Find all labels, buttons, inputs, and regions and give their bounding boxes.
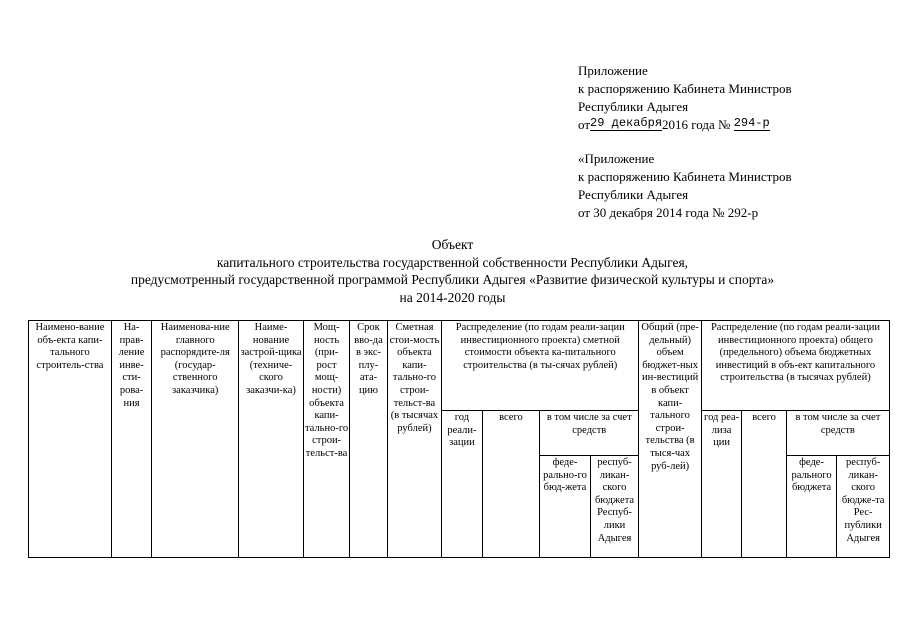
header-customer: Наиме-нование застрой-щика (техниче-ского заказчи-ка) bbox=[239, 321, 304, 558]
document-title bbox=[0, 236, 905, 306]
header-total-limit: Общий (пре-дельный) объем бюджет-ных ин-вестиций в объект капи-тального строи-тельства (в тыся-чах руб-лей) bbox=[639, 321, 702, 558]
approval-block-previous bbox=[578, 150, 792, 222]
header-name: Наимено-вание объ-екта капи-тального строитель-ства bbox=[29, 321, 112, 558]
previous-line-1: «Приложение bbox=[578, 151, 655, 166]
header-distribution-investment: Распределение (по годам реали-зации инвестиционного проекта) общего (предельного) объема бюджетных инвестиций в объ-ект капитального строительства (в тысячах рублей) bbox=[701, 321, 889, 411]
header-federal-2: феде-рального бюджета bbox=[786, 456, 837, 558]
title-line-4: на 2014-2020 годы bbox=[399, 289, 506, 305]
title-line-1: Объект bbox=[431, 237, 474, 252]
header-distribution-estimate: Распределение (по годам реали-зации инвестиционного проекта) сметной стоимости объекта ка-питального строительства (в ты-сячах рублей) bbox=[442, 321, 639, 411]
header-direction: На-прав-ление инве-сти-рова-ния bbox=[111, 321, 151, 558]
approval-block-current bbox=[578, 62, 792, 134]
approval-line-2: к распоряжению Кабинета Министров bbox=[578, 81, 792, 96]
approval-date-handwritten: 29 декабря bbox=[590, 116, 663, 130]
header-including-2: в том числе за счет средств bbox=[786, 411, 889, 456]
approval-line-1: Приложение bbox=[578, 63, 648, 78]
title-line-3: предусмотренный государственной программой Республики Адыгея «Развитие физической культуры и спорта» bbox=[130, 272, 775, 287]
header-republic: респуб-ликан-ского бюджета Респуб-лики Адыгея bbox=[590, 456, 639, 558]
header-capacity: Мощ-ность (при-рост мощ-ности) объекта капи-тально-го строи-тельст-ва bbox=[303, 321, 349, 558]
header-estimate: Сметная стои-мость объекта капи-тально-го строи-тельст-ва (в тысячах рублей) bbox=[387, 321, 442, 558]
header-federal: феде-рально-го бюд-жета bbox=[540, 456, 591, 558]
header-total: всего bbox=[482, 411, 540, 558]
approval-year-text: 2016 года № bbox=[662, 117, 731, 132]
previous-line-3: Республики Адыгея bbox=[578, 187, 689, 202]
header-year-2: год реа-лиза ции bbox=[701, 411, 741, 558]
header-including: в том числе за счет средств bbox=[540, 411, 639, 456]
header-republic-2: респуб-ликан-ского бюдже-та Рес-публики Адыгея bbox=[837, 456, 890, 558]
approval-date-line bbox=[578, 116, 792, 134]
previous-line-2: к распоряжению Кабинета Министров bbox=[578, 169, 792, 184]
approval-number-handwritten: 294-р bbox=[733, 116, 770, 130]
object-table bbox=[28, 320, 890, 558]
header-term: Срок вво-да в экс-плу-ата-цию bbox=[350, 321, 387, 558]
header-year: год реали-зации bbox=[442, 411, 482, 558]
approval-date-prefix: от bbox=[578, 117, 591, 132]
title-line-2: капитального строительства государственной собственности Республики Адыгея, bbox=[216, 254, 689, 270]
table-header-row-1 bbox=[29, 321, 890, 411]
previous-line-4: от 30 декабря 2014 года № 292-р bbox=[578, 205, 759, 220]
header-manager: Наименова-ние главного распорядите-ля (государ-ственного заказчика) bbox=[152, 321, 239, 558]
header-total-2: всего bbox=[742, 411, 786, 558]
approval-line-3: Республики Адыгея bbox=[578, 99, 689, 114]
